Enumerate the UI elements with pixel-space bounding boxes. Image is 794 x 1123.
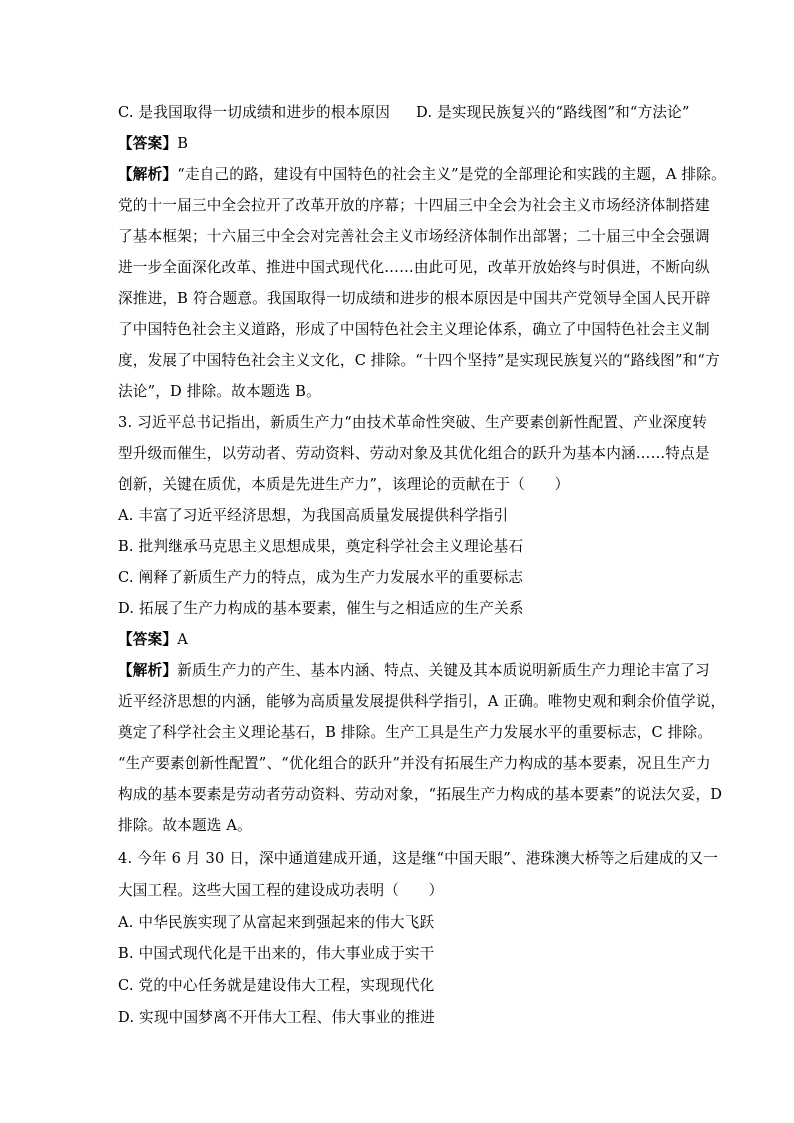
q3-stem-line: 创新，关键在质优，本质是先进生产力”，该理论的贡献在于（ ）	[118, 476, 570, 493]
analysis-label: 【解析】	[118, 166, 178, 183]
q3-option-a: A. 丰富了习近平经济思想，为我国高质量发展提供科学指引	[118, 507, 509, 524]
q2-answer	[118, 134, 188, 154]
q3-analysis-line: 奠定了科学社会主义理论基石，B 排除。生产工具是生产力发展水平的重要标志，C 排除。	[118, 724, 713, 741]
answer-value: B	[177, 135, 189, 152]
q4-option-a: A. 中华民族实现了从富起来到强起来的伟大飞跃	[118, 914, 435, 931]
analysis-label: 【解析】	[118, 662, 178, 679]
q2-analysis-line: 法论”，D 排除。故本题选 B。	[118, 383, 321, 400]
q4-stem-line: 4. 今年 6 月 30 日，深中通道建成开通，这是继“中国天眼”、港珠澳大桥等之后建成的又一	[118, 850, 719, 867]
q4-stem-line: 大国工程。这些大国工程的建设成功表明（ ）	[118, 882, 444, 899]
q4-option-d: D. 实现中国梦离不开伟大工程、伟大事业的推进	[118, 1009, 435, 1026]
q4-option-b: B. 中国式现代化是干出来的，伟大事业成于实干	[118, 945, 435, 962]
q3-option-b: B. 批判继承马克思主义思想成果，奠定科学社会主义理论基石	[118, 538, 524, 555]
q2-analysis-line: 进一步全面深化改革、推进中国式现代化……由此可见，改革开放始终与时俱进，不断向纵	[118, 259, 710, 276]
q3-stem-line: 型升级而催生，以劳动者、劳动资料、劳动对象及其优化组合的跃升为基本内涵……特点是	[118, 445, 710, 462]
q2-option-c: C. 是我国取得一切成绩和进步的根本原因	[118, 104, 391, 121]
q3-analysis-line: 近平经济思想的内涵，能够为高质量发展提供科学指引，A 正确。唯物史观和剩余价值学说，	[118, 693, 726, 710]
q3-option-d: D. 拓展了生产力构成的基本要素，催生与之相适应的生产关系	[118, 600, 524, 617]
q3-answer	[118, 630, 188, 650]
q3-analysis-line	[118, 661, 710, 681]
q2-analysis-line: 度，发展了中国特色社会主义文化，C 排除。“十四个坚持”是实现民族复兴的“路线图”和“方	[118, 352, 720, 369]
answer-value: A	[177, 631, 188, 648]
q2-analysis-line: 了中国特色社会主义道路，形成了中国特色社会主义理论体系，确立了中国特色社会主义制	[118, 321, 710, 338]
q2-analysis-line: 了基本框架；十六届三中全会对完善社会主义市场经济体制作出部署；二十届三中全会强调	[118, 228, 710, 245]
q2-analysis-line: 党的十一届三中全会拉开了改革开放的序幕；十四届三中全会为社会主义市场经济体制搭建	[118, 197, 710, 214]
analysis-text: 新质生产力的产生、基本内涵、特点、关键及其本质说明新质生产力理论丰富了习	[177, 662, 710, 679]
analysis-text: “走自己的路，建设有中国特色的社会主义”是党的全部理论和实践的主题，A 排除。	[177, 166, 726, 183]
q2-options-cd	[118, 103, 690, 123]
q2-analysis-line: 深推进，B 符合题意。我国取得一切成绩和进步的根本原因是中国共产党领导全国人民开辟	[118, 290, 711, 307]
answer-label: 【答案】	[118, 631, 178, 648]
q3-analysis-line: 构成的基本要素是劳动者劳动资料、劳动对象，“拓展生产力构成的基本要素”的说法欠妥，D	[118, 786, 723, 803]
q2-option-d: D. 是实现民族复兴的“路线图”和“方法论”	[416, 104, 690, 121]
q3-option-c: C. 阐释了新质生产力的特点，成为生产力发展水平的重要标志	[118, 569, 524, 586]
q2-analysis-line	[118, 165, 726, 185]
q3-analysis-line: “生产要素创新性配置”、“优化组合的跃升”并没有拓展生产力构成的基本要素，况且生产力	[118, 755, 711, 772]
q4-option-c: C. 党的中心任务就是建设伟大工程，实现现代化	[118, 977, 435, 994]
q3-analysis-line: 排除。故本题选 A。	[118, 817, 252, 834]
answer-label: 【答案】	[118, 135, 178, 152]
q3-stem-line: 3. 习近平总书记指出，新质生产力“由技术革命性突破、生产要素创新性配置、产业深度转	[118, 414, 707, 431]
